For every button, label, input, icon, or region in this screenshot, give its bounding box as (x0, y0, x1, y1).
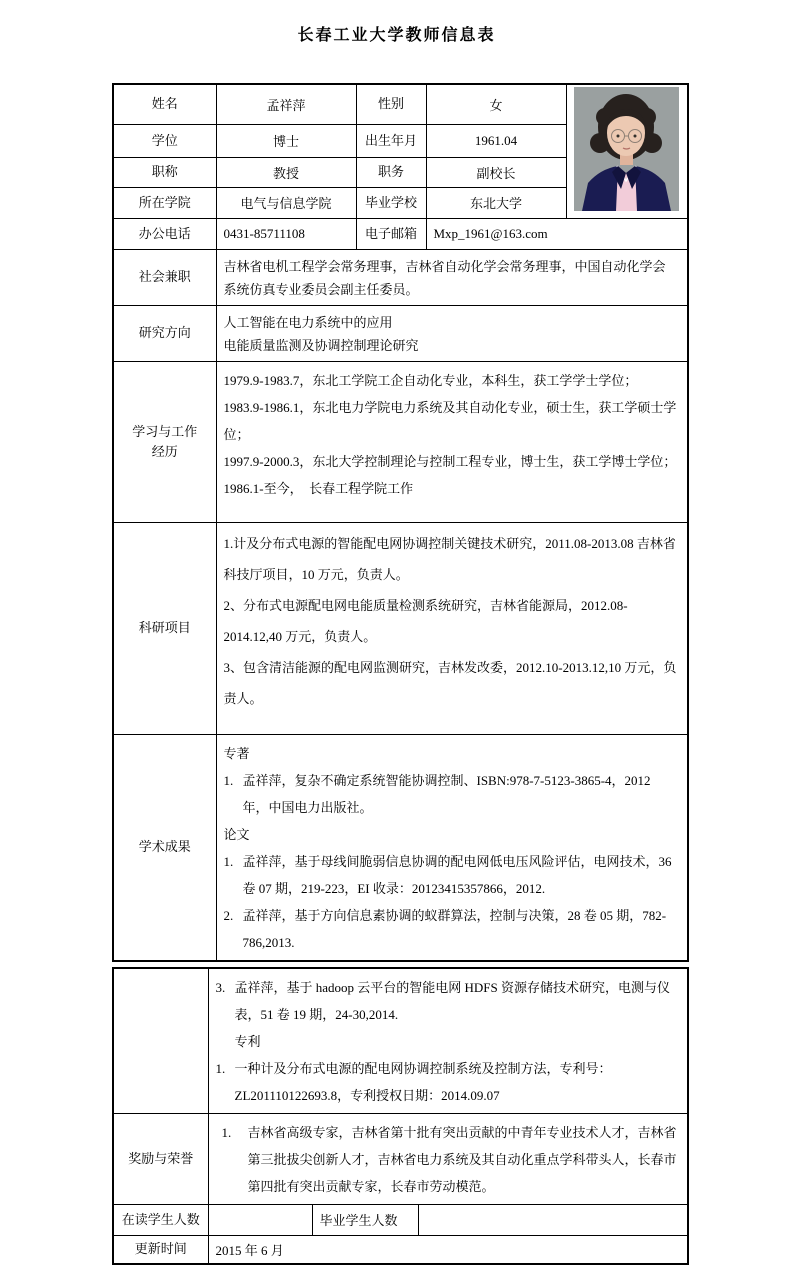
teacher-info-table (112, 83, 689, 962)
row-name-gender (113, 84, 688, 124)
education-item: 1983.9-1986.1，东北电力学院电力系统及其自动化专业，硕士生，获工学硕士学位； (224, 394, 679, 448)
row-academic-achievements (113, 734, 688, 961)
research-direction-line: 人工智能在电力系统中的应用 (224, 311, 679, 334)
awards-label: 奖励与荣誉 (113, 1113, 208, 1204)
education-work-label: 学习与工作 经历 (113, 361, 216, 522)
achievements-continued-label (113, 968, 208, 1114)
education-item: 1997.9-2000.3，东北大学控制理论与控制工程专业，博士生，获工学博士学位； (224, 448, 679, 475)
page-title: 长春工业大学教师信息表 (0, 0, 793, 40)
monograph-item: 1. 孟祥萍，复杂不确定系统智能协调控制、ISBN:978-7-5123-3865-4，2012 年，中国电力出版社。 (224, 767, 679, 821)
research-directions-label: 研究方向 (113, 305, 216, 361)
graduated-students-label: 毕业学生人数 (312, 1204, 418, 1235)
degree-value: 博士 (216, 124, 356, 157)
patents-heading: 专利 (216, 1028, 679, 1055)
degree-label: 学位 (113, 124, 216, 157)
gender-label: 性别 (356, 84, 426, 124)
achievements-continued-content (208, 968, 688, 1114)
birth-label: 出生年月 (356, 124, 426, 157)
email-label: 电子邮箱 (356, 218, 426, 249)
row-education-work (113, 361, 688, 522)
education-work-content (216, 361, 688, 522)
position-value: 副校长 (426, 157, 566, 187)
monograph-heading: 专著 (224, 740, 679, 767)
project-item: 3、包含清洁能源的配电网监测研究，吉林发改委，2012.10-2013.12,10 万元，负责人。 (224, 652, 679, 714)
birth-value: 1961.04 (426, 124, 566, 157)
project-item: 1.计及分布式电源的智能配电网协调控制关键技术研究，2011.08-2013.08 吉林省科技厅项目，10 万元，负责人。 (224, 528, 679, 590)
current-students-value (208, 1204, 312, 1235)
school-label: 毕业学校 (356, 187, 426, 218)
education-item: 1979.9-1983.7，东北工学院工企自动化专业，本科生，获工学学士学位； (224, 367, 679, 394)
gender-value: 女 (426, 84, 566, 124)
social-positions-content: 吉林省电机工程学会常务理事，吉林省自动化学会常务理事，中国自动化学会系统仿真专业委员会副主任委员。 (216, 249, 688, 305)
row-students (113, 1204, 688, 1235)
email-value: Mxp_1961@163.com (426, 218, 688, 249)
title-value: 教授 (216, 157, 356, 187)
research-direction-line: 电能质量监测及协调控制理论研究 (224, 334, 679, 357)
row-awards (113, 1113, 688, 1204)
research-directions-content (216, 305, 688, 361)
row-social-positions (113, 249, 688, 305)
position-label: 职务 (356, 157, 426, 187)
project-item: 2、分布式电源配电网电能质量检测系统研究，吉林省能源局，2012.08-2014.12,40 万元，负责人。 (224, 590, 679, 652)
photo-cell (566, 84, 688, 218)
row-phone-email (113, 218, 688, 249)
school-value: 东北大学 (426, 187, 566, 218)
title-label: 职称 (113, 157, 216, 187)
teacher-photo (574, 87, 679, 211)
graduated-students-value (418, 1204, 688, 1235)
row-research-projects (113, 522, 688, 734)
update-time-label: 更新时间 (113, 1235, 208, 1264)
academic-achievements-label: 学术成果 (113, 734, 216, 961)
paper-item: 2. 孟祥萍，基于方向信息素协调的蚁群算法，控制与决策，28 卷 05 期，782-786,2013. (224, 902, 679, 956)
award-item: 1. 吉林省高级专家，吉林省第十批有突出贡献的中青年专业技术人才，吉林省第三批拔尖创新人才，吉林省电力系统及其自动化重点学科带头人，长春市第四批有突出贡献专家，长春市劳动模范。 (222, 1119, 679, 1200)
phone-label: 办公电话 (113, 218, 216, 249)
college-label: 所在学院 (113, 187, 216, 218)
college-value: 电气与信息学院 (216, 187, 356, 218)
awards-content (208, 1113, 688, 1204)
row-research-directions (113, 305, 688, 361)
current-students-label: 在读学生人数 (113, 1204, 208, 1235)
patent-item: 1. 一种计及分布式电源的配电网协调控制系统及控制方法，专利号：ZL201110122693.8，专利授权日期：2014.09.07 (216, 1055, 679, 1109)
academic-achievements-content (216, 734, 688, 961)
name-label: 姓名 (113, 84, 216, 124)
teacher-info-table-continued (112, 967, 689, 1265)
row-achievements-continued (113, 968, 688, 1114)
phone-value: 0431-85711108 (216, 218, 356, 249)
paper-item: 3. 孟祥萍，基于 hadoop 云平台的智能电网 HDFS 资源存储技术研究，电测与仪表，51 卷 19 期，24-30,2014. (216, 974, 679, 1028)
social-positions-label: 社会兼职 (113, 249, 216, 305)
research-projects-label: 科研项目 (113, 522, 216, 734)
row-update-time (113, 1235, 688, 1264)
update-time-value: 2015 年 6 月 (208, 1235, 688, 1264)
name-value: 孟祥萍 (216, 84, 356, 124)
research-projects-content (216, 522, 688, 734)
education-item: 1986.1-至今， 长春工程学院工作 (224, 475, 679, 502)
papers-heading: 论文 (224, 821, 679, 848)
paper-item: 1. 孟祥萍，基于母线间脆弱信息协调的配电网低电压风险评估，电网技术，36 卷 07 期，219-223，EI 收录：20123415357866，2012. (224, 848, 679, 902)
